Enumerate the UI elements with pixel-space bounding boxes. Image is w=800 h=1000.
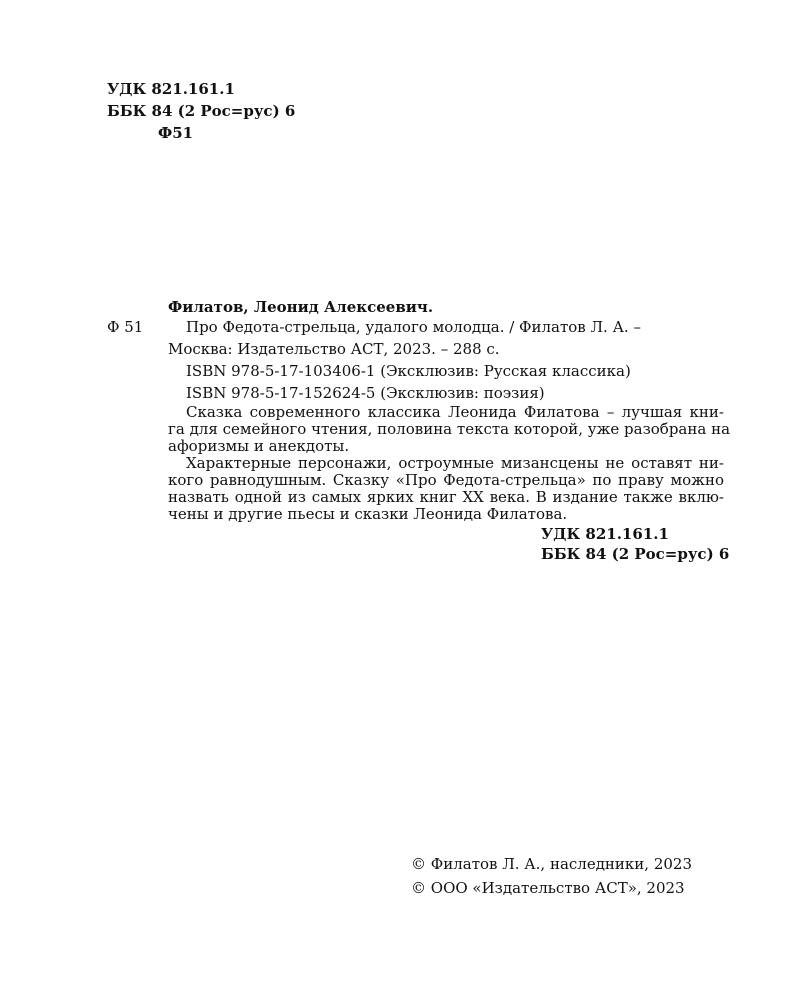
annotation-line: назвать одной из самых ярких книг XX века. В издание также вклю-	[168, 488, 724, 506]
annotation-line: чены и другие пьесы и сказки Леонида Филатова.	[168, 505, 568, 523]
annotation-line: Характерные персонажи, остроумные мизансцены не оставят ни-	[186, 454, 724, 472]
bbk-top: ББК 84 (2 Рос=рус) 6	[107, 102, 296, 120]
annotation-line: Сказка современного классика Леонида Филатова – лучшая кни-	[186, 403, 724, 421]
udk-top: УДК 821.161.1	[107, 80, 235, 98]
catalog-title-line-2: Москва: Издательство АСТ, 2023. – 288 с.	[168, 340, 500, 358]
annotation-paragraph-1	[168, 403, 731, 455]
annotation-line: афоризмы и анекдоты.	[168, 437, 350, 455]
catalog-author: Филатов, Леонид Алексеевич.	[168, 298, 434, 316]
annotation-line: га для семейного чтения, половина текста которой, уже разобрана на	[168, 420, 731, 438]
copyright-publisher: © ООО «Издательство АСТ», 2023	[411, 879, 685, 897]
catalog-author-code: Ф 51	[107, 318, 144, 336]
isbn-russian-classics: ISBN 978-5-17-103406-1 (Эксклюзив: Русская классика)	[186, 362, 631, 380]
bbk-bottom: ББК 84 (2 Рос=рус) 6	[541, 545, 730, 563]
annotation-line: кого равнодушным. Сказку «Про Федота-стрельца» по праву можно	[168, 471, 724, 489]
copyright-author: © Филатов Л. А., наследники, 2023	[411, 855, 693, 873]
udk-bottom: УДК 821.161.1	[541, 525, 669, 543]
author-code-top: Ф51	[158, 124, 194, 142]
isbn-poetry: ISBN 978-5-17-152624-5 (Эксклюзив: поэзия)	[186, 384, 545, 402]
catalog-title-line-1: Про Федота-стрельца, удалого молодца. / Филатов Л. А. –	[186, 318, 641, 336]
annotation-paragraph-2	[168, 455, 724, 523]
